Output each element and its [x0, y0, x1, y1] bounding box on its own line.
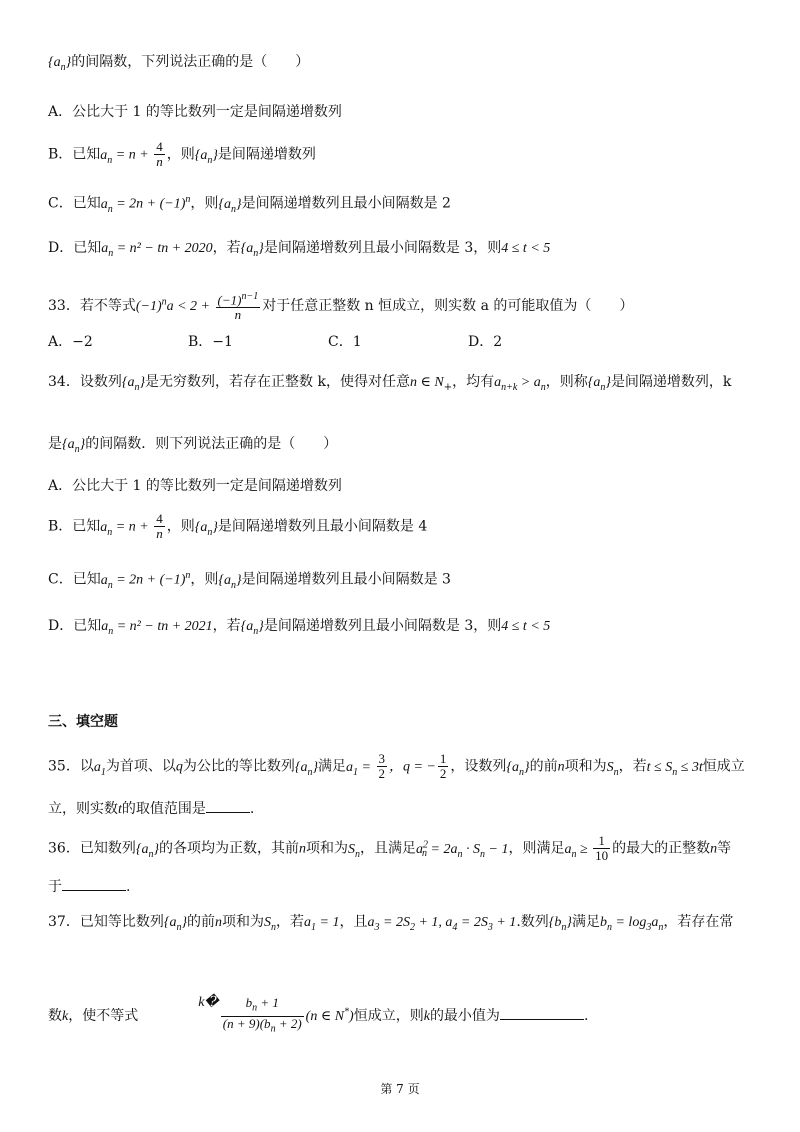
- fraction: $\frac{4}{n}$: [156, 511, 163, 541]
- section-heading: 三、填空题: [48, 714, 118, 730]
- q36-stem-line2: 于 .: [48, 876, 760, 897]
- q34-option-b: B．已知$a_n = n$ + $\frac{4}{n}$ ，则$\{a_n\}$是间隔递增数列且最小间隔数是 4: [48, 511, 428, 541]
- fraction: $\frac{1}{10}$: [595, 833, 609, 863]
- q33-stem: 33．若不等式$(-1)^na < 2$ + $\frac{(-1)^{n-1}}{n}$ 对于任意正整数 n 恒成立，则实数 a 的可能取值为（ ）: [48, 291, 634, 323]
- q32-option-a: A．公比大于 1 的等比数列一定是间隔递增数列: [48, 104, 342, 120]
- fraction: $\frac{3}{2}$: [378, 751, 385, 781]
- answer-blank[interactable]: [206, 798, 250, 813]
- fraction: $\frac{4}{n}$: [156, 139, 163, 169]
- q32-option-c: C．已知$a_n = 2n + (-1)^n$，则$\{a_n\}$是间隔递增数列且最小间隔数是 2: [48, 194, 451, 215]
- q33-option-b: B．−1: [188, 334, 233, 350]
- q33-option-c: C．1: [328, 334, 362, 350]
- q34-stem-line2: 是$\{a_n\}$的间隔数．则下列说法正确的是（ ）: [48, 436, 338, 455]
- q34-option-a: A．公比大于 1 的等比数列一定是间隔递增数列: [48, 478, 342, 494]
- q37-stem-line2: 数k，使不等式k� $\frac{b_n + 1}{(n + 9)(b_n + 2)}$ (n ∈ N*)恒成立，则k的最小值为 .: [48, 995, 589, 1035]
- q33-option-a: A．−2: [48, 334, 93, 350]
- q32-option-d: D．已知$a_n = n^2$ − tn + 2020，若$\{a_n\}$是间隔递增数列且最小间隔数是 3，则4 ≤ t < 5: [48, 240, 551, 259]
- q34-option-d: D．已知$a_n = n^2$ − tn + 2021，若$\{a_n\}$是间隔递增数列且最小间隔数是 3，则4 ≤ t < 5: [48, 618, 551, 637]
- q36-stem: 36．已知数列$\{a_n\}$的各项均为正数，其前n项和为$S_n$，且满足$a^2_n = 2a_n \cdot S_n - 1$，则满足$a_n$ ≥ $\frac{1}{10}$ 的最大的正整数n等: [48, 833, 732, 863]
- page-number: 第 7 页: [380, 1082, 420, 1096]
- q34-option-c: C．已知$a_n = 2n + (-1)^n$，则$\{a_n\}$是间隔递增数列且最小间隔数是 3: [48, 570, 451, 591]
- q34-stem: 34．设数列$\{a_n\}$是无穷数列，若存在正整数 k，使得对任意n ∈ $N_+$，均有$a_{n+k} > a_n$，则称$\{a_n\}$是间隔递增数列，k: [48, 374, 732, 393]
- fraction: $\frac{1}{2}$: [439, 751, 447, 781]
- q32-stem-tail: $\{a_n\}$的间隔数，下列说法正确的是（ ）: [48, 54, 310, 73]
- q35-stem-line2: 立，则实数t的取值范围是 .: [48, 798, 760, 820]
- answer-blank[interactable]: [500, 1005, 584, 1020]
- fraction: $\frac{b_n + 1}{(n + 9)(b_n + 2)}$: [222, 995, 302, 1035]
- q37-stem: 37．已知等比数列$\{a_n\}$的前n项和为$S_n$，若$a_1 = 1$，且$a_3 = 2S_2 + 1$, $a_4 = 2S_3 + 1$.数列$\{b_n\}$满足$b_n = \log_3a_n$，若存在常: [48, 914, 734, 933]
- q32-option-b: B．已知$a_n = n$ + $\frac{4}{n}$ ，则$\{a_n\}$是间隔递增数列: [48, 139, 316, 169]
- q35-stem: 35．以$a_1$为首项、以q为公比的等比数列$\{a_n\}$满足$a_1$ = $\frac{3}{2}$ ，q = − $\frac{1}{2}$ ，设数列$\{a_n\}$的前n项和为$S_n$，若$t \le S_n \le 3t$恒成立: [48, 751, 745, 781]
- q33-option-d: D．2: [468, 334, 503, 350]
- answer-blank[interactable]: [62, 876, 126, 891]
- fraction: $\frac{(-1)^{n-1}}{n}$: [217, 291, 259, 323]
